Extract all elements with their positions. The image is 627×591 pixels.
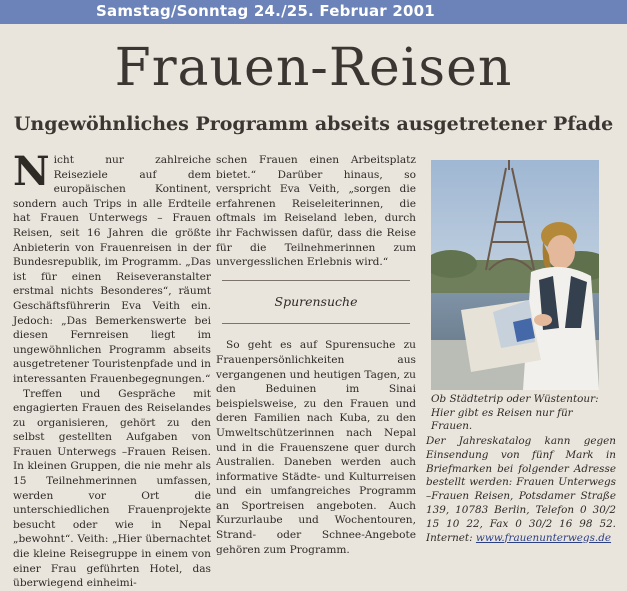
drop-cap: N <box>13 148 50 195</box>
article-subtitle: Ungewöhnliches Programm abseits ausgetretener Pfade <box>13 113 614 135</box>
column-2 <box>216 153 416 557</box>
eiffel-tower-reader-image <box>431 160 599 390</box>
intro-text: icht nur zahlreiche Reiseziele auf dem europäischen Kontinent, sondern auch Trips in alle Erdteile hat Frauen Unterwegs – Frauen Reisen, seit 16 Jahren die größte Anbieterin von Frauenreisen in der Bundesrepublik, im Programm. „Das ist für einen Reiseveranstalter erstmal nichts Besonderes“, räumt Geschäftsführerin Eva Veith ein. Jedoch: „Das Bemerkenswerte bei diesen Fernreisen liegt im ungewöhnlichen Programm abseits ausgetretener Touristenpfade und in interessanten Frauenbegegnungen.“ <box>13 154 211 385</box>
intro-paragraph <box>13 148 211 387</box>
column-1 <box>13 148 211 591</box>
article-photo <box>431 160 599 390</box>
section-heading: Spurensuche <box>274 293 358 309</box>
body-paragraph: So geht es auf Spurensuche zu Frauenpersönlichkeiten aus vergangenen und heutigen Tagen, zu den Beduinen im Sinai beispielsweise, zu den Frauen und deren Familien nach Kuba, zu den Umweltschützerinnen nach Nepal und in die Frauenszene quer durch Australien. Daneben werden auch informative Städte- und Kulturreisen und ein umfangreiches Programm an Sportreisen angeboten. Auch Kurzurlaube und Wochentouren, Strand- oder Schnee-Angebote gehören zum Programm. <box>216 339 416 556</box>
body-paragraph: schen Frauen einen Arbeitsplatz bietet.“ Darüber hinaus, so verspricht Eva Veith, „sorgen die erfahrenen Reiseleiterinnen, die oftmals im Reiseland leben, durch ihr Fachwissen dafür, dass die Reise für die Teilnehmerinnen zum unvergesslichen Erlebnis wird.“ <box>216 154 416 269</box>
catalog-info: Der Jahreskatalog kann gegen Einsendung von fünf Mark in Briefmarken bei folgender Adresse bestellt werden: Frauen Unterwegs –Frauen Reisen, Potsdamer Straße 139, 10783 Berlin, Telefon 0 30/2 15 10 22, Fax 0 30/2 16 98 52. Internet: <box>426 435 616 544</box>
article-title: Frauen-Reisen <box>114 38 513 98</box>
website-link[interactable]: www.frauenunterwegs.de <box>475 531 612 544</box>
photo-caption: Ob Städtetrip oder Wüstentour: Hier gibt es Reisen nur für Frauen. <box>431 393 599 433</box>
date-band <box>0 0 627 24</box>
body-paragraph: Treffen und Gespräche mit engagierten Frauen des Reiselandes zu organisieren, gehört zu den selbst gestellten Aufgaben von Frauen Unterwegs –Frauen Reisen. In kleinen Gruppen, die nie mehr als 15 Teilnehmerinnen umfassen, werden vor Ort die unterschiedlichen Frauenprojekte besucht oder wie in Nepal „bewohnt“. Veith: „Hier übernachtet die kleine Reisegruppe in einem von einer Frau geführten Hotel, das überwiegend einheimi- <box>13 387 211 590</box>
column-3 <box>426 435 616 545</box>
section-divider <box>222 280 410 281</box>
issue-date: Samstag/Sonntag 24./25. Februar 2001 <box>96 2 435 20</box>
